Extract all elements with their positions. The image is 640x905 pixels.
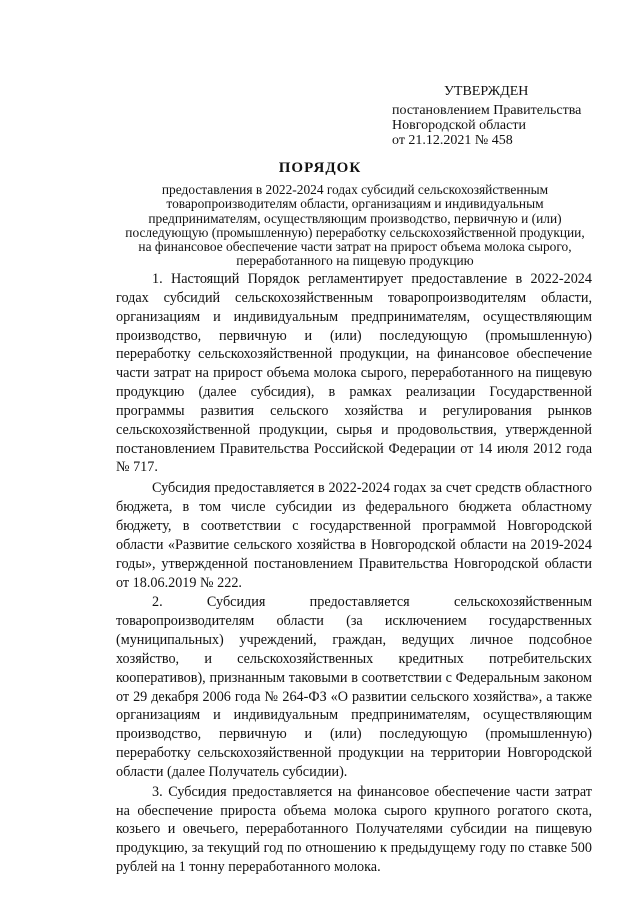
approval-line-3: от 21.12.2021 № 458: [392, 133, 513, 148]
paragraph-2: Субсидия предоставляется в 2022-2024 годах за счет средств областного бюджета, в том числе субсидии из федерального бюджета областному бюджету, в соответствии с государственной программой Новгородской области «Развитие сельского хозяйства в Новгородской области на 2019-2024 годы», утвержденной постановлением Правительства Новгородской области от 18.06.2019 № 222.: [116, 480, 592, 591]
paragraph-3: 2. Субсидия предоставляется сельскохозяйственным товаропроизводителям области (за исключением государственных (муниципальных) учреждений, граждан, ведущих личное подсобное хозяйство, и сельскохозяйственных кредитных потребительских кооперативов), признанным таковыми в соответствии с Федеральным законом от 29 декабря 2006 года № 264-ФЗ «О развитии сельского хозяйства», а также организациям и индивидуальным предпринимателям, осуществляющим производство, первичную и (или) последующую (промышленную) переработку сельскохозяйственной продукции на территории Новгородской области (далее Получатель субсидии).: [116, 594, 592, 780]
paragraph-1: 1. Настоящий Порядок регламентирует предоставление в 2022-2024 годах субсидий сельскохозяйственным товаропроизводителям области, организациям и индивидуальным предпринимателям, осуществляющим производство, первичную и (или) последующую (промышленную) переработку сельскохозяйственной продукции, на финансовое обеспечение части затрат на прирост объема молока сырого, переработанного на пищевую продукцию (далее субсидия), в рамках реализации Государственной программы развития сельского хозяйства и регулирования рынков сельскохозяйственной продукции, сырья и продовольствия, утвержденной постановлением Правительства Российской Федерации от 14 июля 2012 года № 717.: [116, 271, 592, 476]
approval-line-2: Новгородской области: [392, 118, 526, 133]
paragraph-4: 3. Субсидия предоставляется на финансовое обеспечение части затрат на обеспечение прироста объема молока сырого крупного рогатого скота, козьего и овечьего, переработанного Получателями субсидии на пищевую продукцию, за текущий год по отношению к предыдущему году по ставке 500 рублей на 1 тонну переработанного молока.: [116, 783, 592, 876]
document-body: [116, 270, 592, 879]
approval-block: [392, 84, 581, 148]
approval-stamp: УТВЕРЖДЕН: [444, 84, 529, 99]
document-subtitle: предоставления в 2022-2024 годах субсидий сельскохозяйственным товаропроизводителям области, организациям и индивидуальным предпринимателям, осуществляющим производство, первичную и (или) последующую (промышленную) переработку сельскохозяйственной продукции, на финансовое обеспечение части затрат на прирост объема молока сырого, переработанного на пищевую продукцию: [125, 182, 585, 269]
document-title: ПОРЯДОК: [278, 160, 362, 176]
approval-line-1: постановлением Правительства: [392, 103, 582, 118]
